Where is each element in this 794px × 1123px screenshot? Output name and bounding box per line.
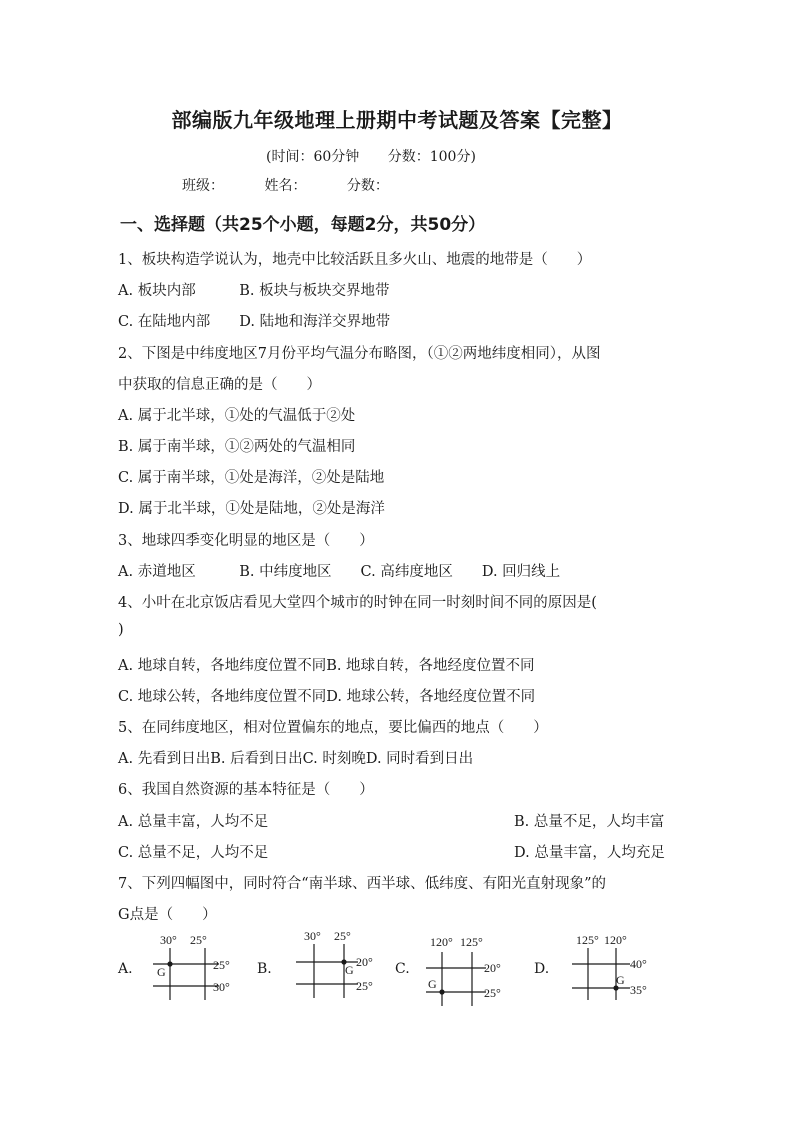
diagram-c-right-lower: 25° <box>484 986 501 1000</box>
question-5-stem: 5、在同纬度地区，相对位置偏东的地点，要比偏西的地点（ ） <box>118 720 548 736</box>
diagram-b-label: B. <box>257 961 272 977</box>
question-2-stem-line1: 2、下图是中纬度地区7月份平均气温分布略图，（①②两地纬度相同），从图 <box>118 346 601 362</box>
question-2-option-c: C. 属于南半球，①处是海洋，②处是陆地 <box>118 470 385 486</box>
page-title: 部编版九年级地理上册期中考试题及答案【完整】 <box>171 108 623 132</box>
diagram-c-point-label: G <box>428 977 437 991</box>
diagram-b-top-left: 30° <box>304 929 321 943</box>
question-6-option-d: D. 总量丰富，人均充足 <box>514 845 665 861</box>
time-limit: (时间：60分钟 <box>266 149 360 165</box>
question-2-option-d: D. 属于北半球，①处是陆地，②处是海洋 <box>118 501 385 517</box>
question-4-stem-line1: 4、小叶在北京饭店看见大堂四个城市的时钟在同一时刻时间不同的原因是( <box>118 595 597 611</box>
diagram-d-right-upper: 40° <box>630 957 647 971</box>
diagram-b-right-upper: 20° <box>356 955 373 969</box>
diagram-b-right-lower: 25° <box>356 979 373 993</box>
question-1-stem: 1、板块构造学说认为，地壳中比较活跃且多火山、地震的地带是（ ） <box>118 252 592 268</box>
diagram-a-top-right: 25° <box>190 933 207 947</box>
diagram-c-label: C. <box>395 961 410 977</box>
question-6-stem: 6、我国自然资源的基本特征是（ ） <box>118 782 374 798</box>
diagram-d-top-right: 120° <box>604 933 627 947</box>
diagram-a-right-lower: 30° <box>213 980 230 994</box>
question-6-options-row2 <box>118 841 665 862</box>
question-2-stem-line2: 中获取的信息正确的是（ ） <box>118 377 321 393</box>
diagram-a-grid <box>145 928 255 1004</box>
diagram-d-point-label: G <box>616 973 625 987</box>
name-label: 姓名： <box>264 178 307 194</box>
diagram-a-point-label: G <box>157 965 166 979</box>
exam-meta <box>266 146 476 166</box>
question-7-stem-line2: G点是（ ） <box>118 907 217 923</box>
question-2-option-a: A. 属于北半球，①处的气温低于②处 <box>118 408 356 424</box>
diagram-c-right-upper: 20° <box>484 961 501 975</box>
question-1-options-cd: C. 在陆地内部 D. 陆地和海洋交界地带 <box>118 314 391 330</box>
diagram-b-top-right: 25° <box>334 929 351 943</box>
question-3-options: A. 赤道地区 B. 中纬度地区 C. 高纬度地区 D. 回归线上 <box>118 564 561 580</box>
question-4-options-ab: A. 地球自转，各地纬度位置不同B. 地球自转，各地经度位置不同 <box>118 658 535 674</box>
question-4-options-cd: C. 地球公转，各地纬度位置不同D. 地球公转，各地经度位置不同 <box>118 689 536 705</box>
question-1-options-ab: A. 板块内部 B. 板块与板块交界地带 <box>118 283 390 299</box>
question-3-stem: 3、地球四季变化明显的地区是（ ） <box>118 533 374 549</box>
diagram-a-point <box>167 961 172 966</box>
diagram-d-right-lower: 35° <box>630 983 647 997</box>
question-4-stem-line2: ) <box>118 622 124 638</box>
question-6-option-c: C. 总量不足，人均不足 <box>118 845 269 861</box>
class-label: 班级： <box>182 178 224 194</box>
diagram-d-label: D. <box>534 961 550 977</box>
diagram-c-top-left: 120° <box>430 935 453 949</box>
question-6-option-a: A. 总量丰富，人均不足 <box>118 814 269 830</box>
diagram-b-point-label: G <box>345 963 354 977</box>
diagram-c-grid <box>420 930 530 1010</box>
question-6-options-row1 <box>118 810 665 831</box>
question-5-options: A. 先看到日出B. 后看到日出C. 时刻晚D. 同时看到日出 <box>118 751 474 767</box>
question-2-option-b: B. 属于南半球，①②两处的气温相同 <box>118 439 356 455</box>
diagram-a-label: A. <box>118 961 133 977</box>
diagram-a-right-upper: 25° <box>213 958 230 972</box>
diagram-b-grid <box>290 926 400 1002</box>
section-title: 一、选择题（共25个小题，每题2分，共50分） <box>120 215 486 235</box>
student-info-line <box>182 175 425 195</box>
total-score: 分数：100分) <box>387 149 476 165</box>
diagram-c-point <box>439 989 444 994</box>
points-label: 分数： <box>346 178 389 194</box>
question-6-option-b: B. 总量不足，人均丰富 <box>514 814 665 830</box>
diagram-c-top-right: 125° <box>460 935 483 949</box>
question-7-stem-line1: 7、下列四幅图中，同时符合“南半球、西半球、低纬度、有阳光直射现象”的 <box>118 876 607 892</box>
diagram-d-grid <box>566 928 676 1004</box>
diagram-d-top-left: 125° <box>576 933 599 947</box>
diagram-a-top-left: 30° <box>160 933 177 947</box>
